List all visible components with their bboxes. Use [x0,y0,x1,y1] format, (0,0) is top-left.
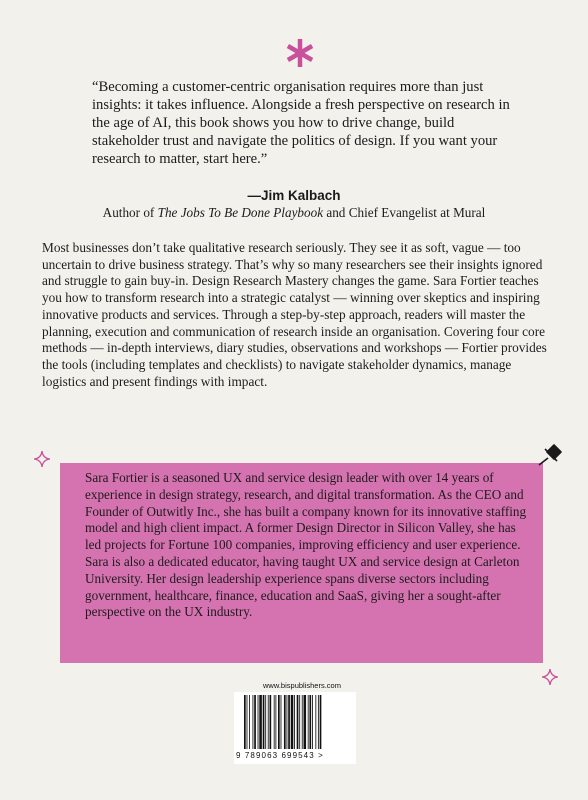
barcode-bar [287,695,288,749]
barcode-bar [297,695,299,749]
barcode-bar [274,695,275,749]
sparkle-icon [542,669,558,685]
barcode-bar [247,695,248,749]
barcode-bar [302,695,303,749]
asterisk-icon [285,38,315,68]
barcode-bar [315,695,316,749]
quote-author: —Jim Kalbach [247,188,341,203]
barcode-bar [308,695,309,749]
barcode-bar [281,695,282,749]
author-bio: Sara Fortier is a seasoned UX and service design leader with over 14 years of experience in design strategy, research, and digital transformation. As the CEO and Founder of Outwitly Inc., she has built a company known for its innovative staffing model and high client impact. A former Design Director in Silicon Valley, she has led projects for Fortune 100 companies, improving efficiency and user experience. Sara is also a dedicated educator, having taught UX and service design at Carleton University. Her design leadership experience spans diverse sectors including government, healthcare, finance, education and SaaS, giving her a sought-after perspective on the UX industry. [85,470,527,620]
barcode-bar [249,695,250,749]
barcode-bar [294,695,295,749]
barcode-bar [318,695,319,749]
endorsement-quote: “Becoming a customer-centric organisation requires more than just insights: it takes influence. Alongside a fresh perspective on research in the age of AI, this book shows you how to drive change, build stakeholder trust and navigate the politics of design. If you want your research to matter, start here.” [92,79,510,167]
barcode-bar [304,695,307,749]
barcode-bar [265,695,266,749]
barcode-bar [258,695,259,749]
barcode-bar [291,695,294,749]
pushpin-icon [537,443,563,467]
barcode-bar [268,695,269,749]
sparkle-icon [34,451,50,467]
barcode-bar [263,695,265,749]
barcode-bar [259,695,262,749]
book-description: Most businesses don’t take qualitative research seriously. They see it as soft, vague — too uncertain to drive business strategy. That’s why so many researchers see their insights ignored and struggle to gain buy-in. Design Research Mastery changes the game. Sara Fortier teaches you how to transform research into a strategic catalyst — winning over skeptics and inspiring innovative products and services. Through a step-by-step approach, readers will master the planning, execution and communication of research inside an organisation. Covering four core methods — in-depth interviews, diary studies, observations and workshops — Fortier provides the tools (including templates and checklists) to navigate stakeholder dynamics, manage logistics and present findings with impact. [42,240,547,389]
barcode-bar [244,695,246,749]
barcode-bar [254,695,256,749]
isbn-number: 9 789063 699543 > [236,751,324,760]
barcode-bar [284,695,286,749]
barcode-bar [312,695,313,749]
barcode [243,695,347,749]
barcode-bar [288,695,290,749]
barcode-bar [253,695,254,749]
barcode-bar [299,695,300,749]
barcode-bar [275,695,276,749]
publisher-url: www.bispublishers.com [263,681,341,690]
barcode-bar [320,695,322,749]
barcode-bar [278,695,280,749]
quote-author-role: Author of The Jobs To Be Done Playbook and Chief Evangelist at Mural [102,205,486,220]
barcode-bar [270,695,272,749]
book-title: The Jobs To Be Done Playbook [157,205,324,220]
barcode-bar [309,695,311,749]
